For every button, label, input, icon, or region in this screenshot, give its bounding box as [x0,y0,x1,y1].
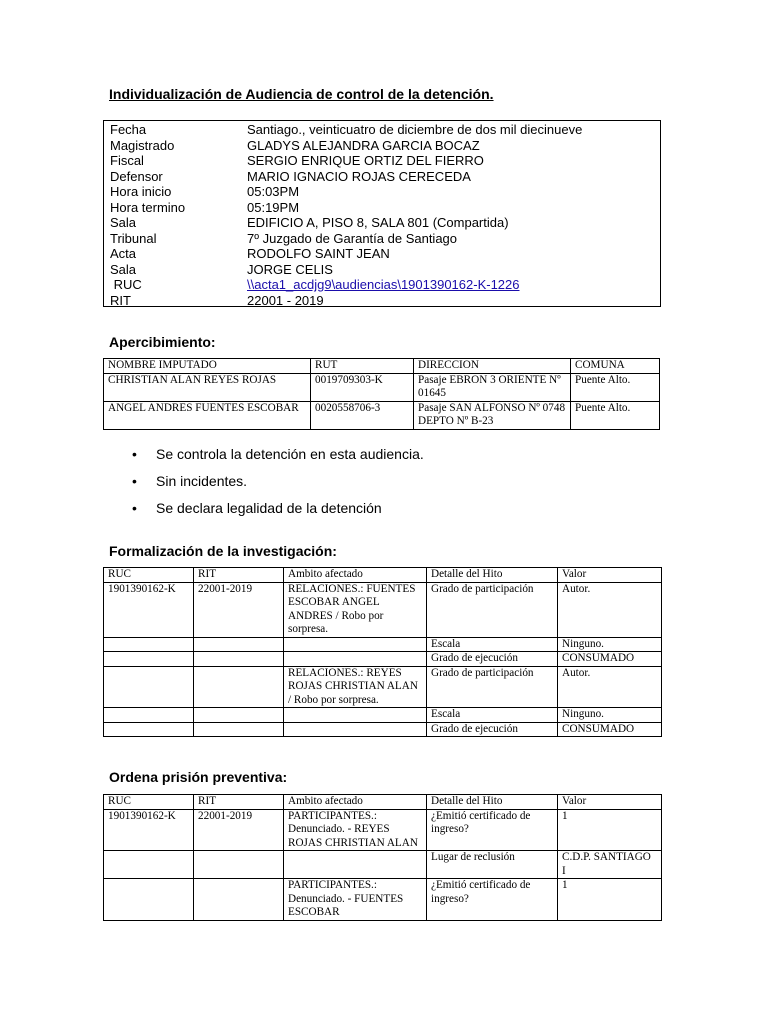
list-item [108,471,424,498]
info-value: 22001 - 2019 [247,292,324,308]
table-row [104,582,662,637]
table-cell: Puente Alto. [571,373,660,401]
table-cell: Autor. [558,666,662,708]
header-cell: Ambito afectado [284,795,427,810]
table-cell: Autor. [558,582,662,637]
info-label: RUC [110,277,142,292]
bullet-icon: • [132,473,137,489]
info-value: JORGE CELIS [247,261,333,277]
info-row-magistrado [110,138,654,154]
info-value: SERGIO ENRIQUE ORTIZ DEL FIERRO [247,153,484,168]
info-label: RIT [110,292,131,308]
info-label: Hora termino [110,199,186,215]
table-cell: Grado de ejecución [427,652,558,667]
header-cell: RUC [104,568,194,583]
header-cell: RIT [194,795,284,810]
table-cell [104,637,194,652]
section-heading-formalizacion: Formalización de la investigación: [109,543,337,559]
info-row-fiscal [110,153,654,169]
header-cell: Valor [558,568,662,583]
info-row-hora-termino [110,200,654,216]
table-cell [104,652,194,667]
table-cell: RELACIONES.: FUENTES ESCOBAR ANGEL ANDRES / Robo por sorpresa. [284,582,427,637]
table-cell: Ninguno. [558,637,662,652]
table-cell: ¿Emitió certificado de ingreso? [427,879,558,921]
table-cell [194,708,284,723]
table-cell: PARTICIPANTES.: Denunciado. - REYES ROJAS CHRISTIAN ALAN [284,809,427,851]
info-label: Fiscal [110,153,144,168]
audio-path-link[interactable]: \\acta1_acdjg9\audiencias\1901390162-K-1226 [247,277,520,292]
table-cell: ANGEL ANDRES FUENTES ESCOBAR [104,401,311,429]
table-cell: ¿Emitió certificado de ingreso? [427,809,558,851]
table-row [104,708,662,723]
header-cell: Detalle del Hito [427,795,558,810]
bullet-icon: • [132,446,137,462]
table-cell: Ninguno. [558,708,662,723]
info-value: 7º Juzgado de Garantía de Santiago [247,230,458,246]
header-cell: Valor [558,795,662,810]
table-cell [194,851,284,879]
table-cell [194,652,284,667]
table-cell [284,637,427,652]
info-row-defensor [110,169,654,185]
table-cell: 22001-2019 [194,582,284,637]
list-item-text: Se declara legalidad de la detención [156,500,382,516]
table-cell: Pasaje EBRON 3 ORIENTE Nº 01645 [414,373,571,401]
table-cell: Grado de participación [427,666,558,708]
info-value: RODOLFO SAINT JEAN [247,246,390,261]
prision-table [103,794,662,921]
info-label: Acta [110,246,137,261]
info-label: Defensor [110,168,163,184]
header-cell: RUC [104,795,194,810]
table-header-row [104,568,662,583]
table-row [104,637,662,652]
table-cell: 1 [558,879,662,921]
info-row-tribunal [110,231,654,247]
list-item-text: Sin incidentes. [156,473,248,489]
hearing-info-box [103,120,661,307]
bullet-icon: • [132,500,137,516]
info-value: MARIO IGNACIO ROJAS CERECEDA [247,168,471,184]
table-row [104,879,662,921]
table-row [104,401,660,429]
table-cell [284,722,427,737]
table-cell: 0020558706-3 [311,401,414,429]
table-cell: PARTICIPANTES.: Denunciado. - FUENTES ESCOBAR [284,879,427,921]
table-cell: 1901390162-K [104,582,194,637]
list-item-text: Se controla la detención en esta audiencia. [156,446,424,462]
header-cell: NOMBRE IMPUTADO [104,359,311,374]
table-cell: 0019709303-K [311,373,414,401]
table-cell [194,637,284,652]
info-label: Fecha [110,122,147,137]
formalizacion-table [103,567,662,737]
table-cell: 22001-2019 [194,809,284,851]
table-row [104,722,662,737]
header-cell: DIRECCION [414,359,571,374]
table-cell [104,708,194,723]
header-cell: Detalle del Hito [427,568,558,583]
table-row [104,666,662,708]
table-cell [284,708,427,723]
list-item [108,498,424,525]
table-cell: RELACIONES.: REYES ROJAS CHRISTIAN ALAN / Robo por sorpresa. [284,666,427,708]
info-label: Sala [110,215,137,230]
section-heading-apercibimiento: Apercibimiento: [109,334,216,350]
info-row-acta [110,246,654,262]
table-cell: 1 [558,809,662,851]
table-cell [104,851,194,879]
table-cell: Grado de ejecución [427,722,558,737]
table-cell [284,652,427,667]
bullet-list [108,444,424,525]
info-label: Sala [110,261,137,277]
info-row-sala-2 [110,262,654,278]
header-cell: Ambito afectado [284,568,427,583]
info-label: Tribunal [110,230,157,246]
table-row [104,851,662,879]
table-cell [104,666,194,708]
info-row-rit [110,293,654,309]
table-cell: Escala [427,637,558,652]
section-heading-prision: Ordena prisión preventiva: [109,769,288,785]
info-value: 05:19PM [247,199,300,215]
header-cell: RUT [311,359,414,374]
table-cell: Grado de participación [427,582,558,637]
page-title: Individualización de Audiencia de control de la detención. [109,86,494,102]
table-cell: 1901390162-K [104,809,194,851]
table-cell: Pasaje SAN ALFONSO Nº 0748 DEPTO Nº B-23 [414,401,571,429]
table-cell [104,722,194,737]
info-value: EDIFICIO A, PISO 8, SALA 801 (Compartida) [247,215,509,230]
info-label: Magistrado [110,137,175,153]
table-row [104,652,662,667]
info-row-ruc [110,277,654,293]
info-row-sala [110,215,654,231]
table-cell: Lugar de reclusión [427,851,558,879]
table-cell [194,879,284,921]
table-cell: Puente Alto. [571,401,660,429]
header-cell: COMUNA [571,359,660,374]
table-cell: CONSUMADO [558,722,662,737]
table-cell: Escala [427,708,558,723]
table-row [104,373,660,401]
table-header-row [104,795,662,810]
info-label: Hora inicio [110,184,172,199]
table-cell: C.D.P. SANTIAGO I [558,851,662,879]
table-cell [194,722,284,737]
header-cell: RIT [194,568,284,583]
info-row-fecha [110,122,654,138]
apercibimiento-table [103,358,660,430]
info-value: Santiago., veinticuatro de diciembre de dos mil diecinueve [247,122,583,137]
info-value: 05:03PM [247,184,300,199]
table-header-row [104,359,660,374]
table-row [104,809,662,851]
table-cell [194,666,284,708]
table-cell: CHRISTIAN ALAN REYES ROJAS [104,373,311,401]
table-cell [104,879,194,921]
info-value: GLADYS ALEJANDRA GARCIA BOCAZ [247,137,480,153]
table-cell: CONSUMADO [558,652,662,667]
info-row-hora-inicio [110,184,654,200]
list-item [108,444,424,471]
table-cell [284,851,427,879]
